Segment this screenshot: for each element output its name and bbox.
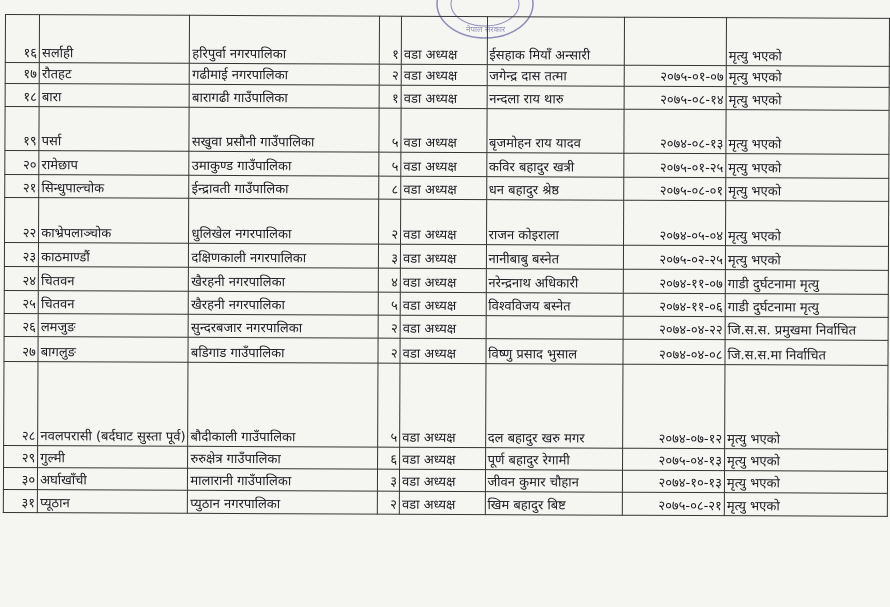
row-date: २०७५-०८-१४ <box>624 86 726 109</box>
row-person-name: नरेन्द्रनाथ अधिकारी <box>486 269 624 294</box>
row-post: वडा अध्यक्ष <box>401 16 487 64</box>
row-local-body: रुरुक्षेत्र गाउँपालिका <box>188 446 378 469</box>
table-row <box>4 336 888 365</box>
row-remark: जि.स.स.मा निर्वाचित <box>725 340 888 366</box>
row-serial-number: २८ <box>4 361 39 445</box>
row-remark: मृत्यु भएको <box>725 246 888 271</box>
row-serial-number: २६ <box>4 313 38 336</box>
row-person-name: नन्दला राय थारु <box>487 86 625 110</box>
row-post: वडा अध्यक्ष <box>400 447 486 469</box>
row-district: रौतहट <box>39 63 189 85</box>
row-district: बारा <box>39 84 189 108</box>
row-post: वडा अध्यक्ष <box>400 363 486 447</box>
stamp-text: नेपाल सरकार <box>466 25 506 34</box>
row-date: २०७५-०१-२५ <box>624 153 726 177</box>
row-post: वडा अध्यक्ष <box>400 268 486 292</box>
row-district: पर्सा <box>39 107 189 152</box>
row-local-body: सुन्दरबजार नगरपालिका <box>189 314 379 338</box>
row-remark: मृत्यु भएको <box>726 110 889 155</box>
row-date: २०७५-०८-०१ <box>624 177 726 200</box>
row-person-name: दल बहादुर खरु मगर <box>485 364 623 449</box>
row-ward-number: २ <box>378 491 400 514</box>
row-serial-number: १६ <box>5 15 39 63</box>
row-person-name: विश्वविजय बस्नेत <box>486 293 624 317</box>
row-local-body: बारागढी गाउँपालिका <box>190 84 380 108</box>
row-local-body: दक्षिणकाली नगरपालिका <box>189 243 379 268</box>
row-local-body: प्युठान नगरपालिका <box>188 490 378 514</box>
row-district: लमजुङ <box>38 314 188 338</box>
row-post: वडा अध्यक्ष <box>401 152 487 176</box>
row-person-name: जीवन कुमार चौहान <box>485 470 623 493</box>
table-row <box>3 489 887 516</box>
row-person-name: राजन कोइराला <box>486 200 624 246</box>
row-ward-number: ८ <box>379 176 401 199</box>
row-post: वडा अध्यक्ष <box>401 64 487 85</box>
row-ward-number: ३ <box>378 469 400 491</box>
row-remark: मृत्यु भएको <box>726 66 889 88</box>
row-serial-number: १९ <box>5 107 39 151</box>
row-person-name: नानीबाबु बस्नेत <box>486 245 624 270</box>
row-district: नवलपरासी (बर्दघाट सुस्ता पूर्व) <box>38 362 189 447</box>
row-date: २०७४-१०-१३ <box>622 470 724 492</box>
row-ward-number: ४ <box>379 268 401 292</box>
row-district: चितवन <box>38 291 188 315</box>
row-post: वडा अध्यक्ष <box>400 244 486 268</box>
row-local-body: खैरहनी नगरपालिका <box>189 291 379 315</box>
row-ward-number: ६ <box>378 447 400 469</box>
row-post: वडा अध्यक्ष <box>399 491 485 514</box>
row-date: २०७४-०५-०४ <box>623 200 725 245</box>
table-row <box>5 15 889 67</box>
row-district: चितवन <box>39 267 189 292</box>
row-date <box>624 17 726 65</box>
row-district: अर्घाखाँची <box>38 468 188 491</box>
row-post: वडा अध्यक्ष <box>400 292 486 315</box>
row-ward-number: १ <box>380 85 402 108</box>
row-remark: मृत्यु भएको <box>726 154 889 179</box>
row-person-name: धन बहादुर श्रेष्ठ <box>486 177 624 201</box>
row-serial-number: २४ <box>4 266 38 290</box>
row-ward-number: ५ <box>379 108 401 152</box>
row-ward-number: २ <box>380 64 402 85</box>
row-person-name: जगेन्द्र दास तत्मा <box>487 65 624 87</box>
row-local-body: गढीमाई नगरपालिका <box>190 63 380 85</box>
row-post: वडा अध्यक्ष <box>400 315 486 338</box>
row-local-body: बौदीकाली गाउँपालिका <box>188 362 378 447</box>
row-serial-number: २७ <box>4 336 38 361</box>
row-person-name: विष्णु प्रसाद भुसाल <box>486 339 624 365</box>
row-person-name <box>486 316 624 340</box>
row-remark: मृत्यु भएको <box>724 449 887 472</box>
row-serial-number: २९ <box>4 445 38 467</box>
row-ward-number: १ <box>380 16 402 64</box>
row-post: वडा अध्यक्ष <box>401 176 487 199</box>
row-remark: गाडी दुर्घटनामा मृत्यु <box>725 294 888 318</box>
row-date: २०७४-०८-१३ <box>624 109 726 153</box>
ward-chair-vacancy-table <box>3 14 890 517</box>
row-post: वडा अध्यक्ष <box>401 199 487 244</box>
row-remark: मृत्यु भएको <box>725 365 888 450</box>
row-district: बागलुङ <box>38 337 188 363</box>
row-district: प्यूठान <box>38 490 188 514</box>
row-ward-number: २ <box>378 338 400 363</box>
row-local-body: मालारानी गाउँपालिका <box>188 468 378 491</box>
row-date: २०७४-०४-२२ <box>623 316 725 339</box>
row-remark: मृत्यु भएको <box>724 471 887 494</box>
row-post: वडा अध्यक्ष <box>400 338 486 363</box>
row-serial-number: २१ <box>5 175 39 198</box>
row-serial-number: २५ <box>4 290 38 313</box>
row-remark: मृत्यु भएको <box>725 201 888 247</box>
row-ward-number: ५ <box>379 152 401 176</box>
table-row <box>5 198 889 247</box>
row-local-body: ईन्द्रावती गाउँपालिका <box>189 175 379 199</box>
row-post: वडा अध्यक्ष <box>401 108 487 152</box>
row-remark: मृत्यु भएको <box>726 178 889 202</box>
row-date: २०७५-०२-२५ <box>623 245 725 269</box>
row-serial-number: २३ <box>4 243 38 267</box>
row-remark: मृत्यु भएको <box>724 493 887 517</box>
row-post: वडा अध्यक्ष <box>400 469 486 491</box>
table-row <box>5 107 889 155</box>
row-date: २०७५-०४-१३ <box>623 448 725 470</box>
row-district: गुल्मी <box>38 446 188 469</box>
row-local-body: सखुवा प्रसौनी गाउँपालिका <box>189 107 379 152</box>
row-ward-number: २ <box>379 199 401 244</box>
row-serial-number: ३० <box>3 467 37 489</box>
row-district: सर्लाही <box>40 15 190 64</box>
row-serial-number: २२ <box>5 198 39 243</box>
row-person-name: खिम बहादुर बिष्ट <box>485 492 623 516</box>
row-date: २०७५-०१-०७ <box>624 65 726 86</box>
row-person-name: पूर्ण बहादुर रेगामी <box>485 448 623 471</box>
row-serial-number: १७ <box>5 63 39 84</box>
row-local-body: उमाकुण्ड गाउँपालिका <box>189 151 379 176</box>
row-remark: मृत्यु भएको <box>726 18 889 67</box>
row-post: वडा अध्यक्ष <box>401 85 487 108</box>
row-serial-number: ३१ <box>3 489 37 512</box>
row-local-body: धुलिखेल नगरपालिका <box>189 198 379 244</box>
row-date: २०७५-०८-२१ <box>622 492 724 515</box>
table-row <box>4 361 888 449</box>
row-remark: मृत्यु भएको <box>726 87 889 111</box>
row-date: २०७४-११-०६ <box>623 293 725 316</box>
row-remark: जि.स.स. प्रमुखमा निर्वाचित <box>725 317 888 341</box>
row-ward-number: ५ <box>378 363 400 447</box>
row-person-name: कविर बहादुर खत्री <box>486 153 624 178</box>
row-person-name: बृजमोहन राय यादव <box>486 109 624 154</box>
row-district: काभ्रेपलाञ्चोक <box>39 198 189 244</box>
row-remark: गाडी दुर्घटनामा मृत्यु <box>725 270 888 295</box>
row-local-body: खैरहनी नगरपालिका <box>189 267 379 292</box>
row-ward-number: २ <box>379 315 401 338</box>
row-date: २०७४-०७-१२ <box>623 364 725 448</box>
row-ward-number: ३ <box>379 244 401 268</box>
row-local-body: हरिपुर्वा नगरपालिका <box>190 15 380 64</box>
row-serial-number: १८ <box>5 84 39 107</box>
row-serial-number: २० <box>5 151 39 175</box>
row-ward-number: ५ <box>379 292 401 315</box>
row-date: २०७४-११-०७ <box>623 269 725 293</box>
row-local-body: बडिगाड गाउँपालिका <box>188 337 378 363</box>
row-person-name: ईसहाक मियाँ अन्सारी <box>487 17 625 66</box>
row-district: रामेछाप <box>39 151 189 176</box>
row-district: सिन्धुपाल्चोक <box>39 175 189 199</box>
row-district: काठमाण्डौं <box>39 243 189 268</box>
row-date: २०७४-०४-०८ <box>623 339 725 364</box>
